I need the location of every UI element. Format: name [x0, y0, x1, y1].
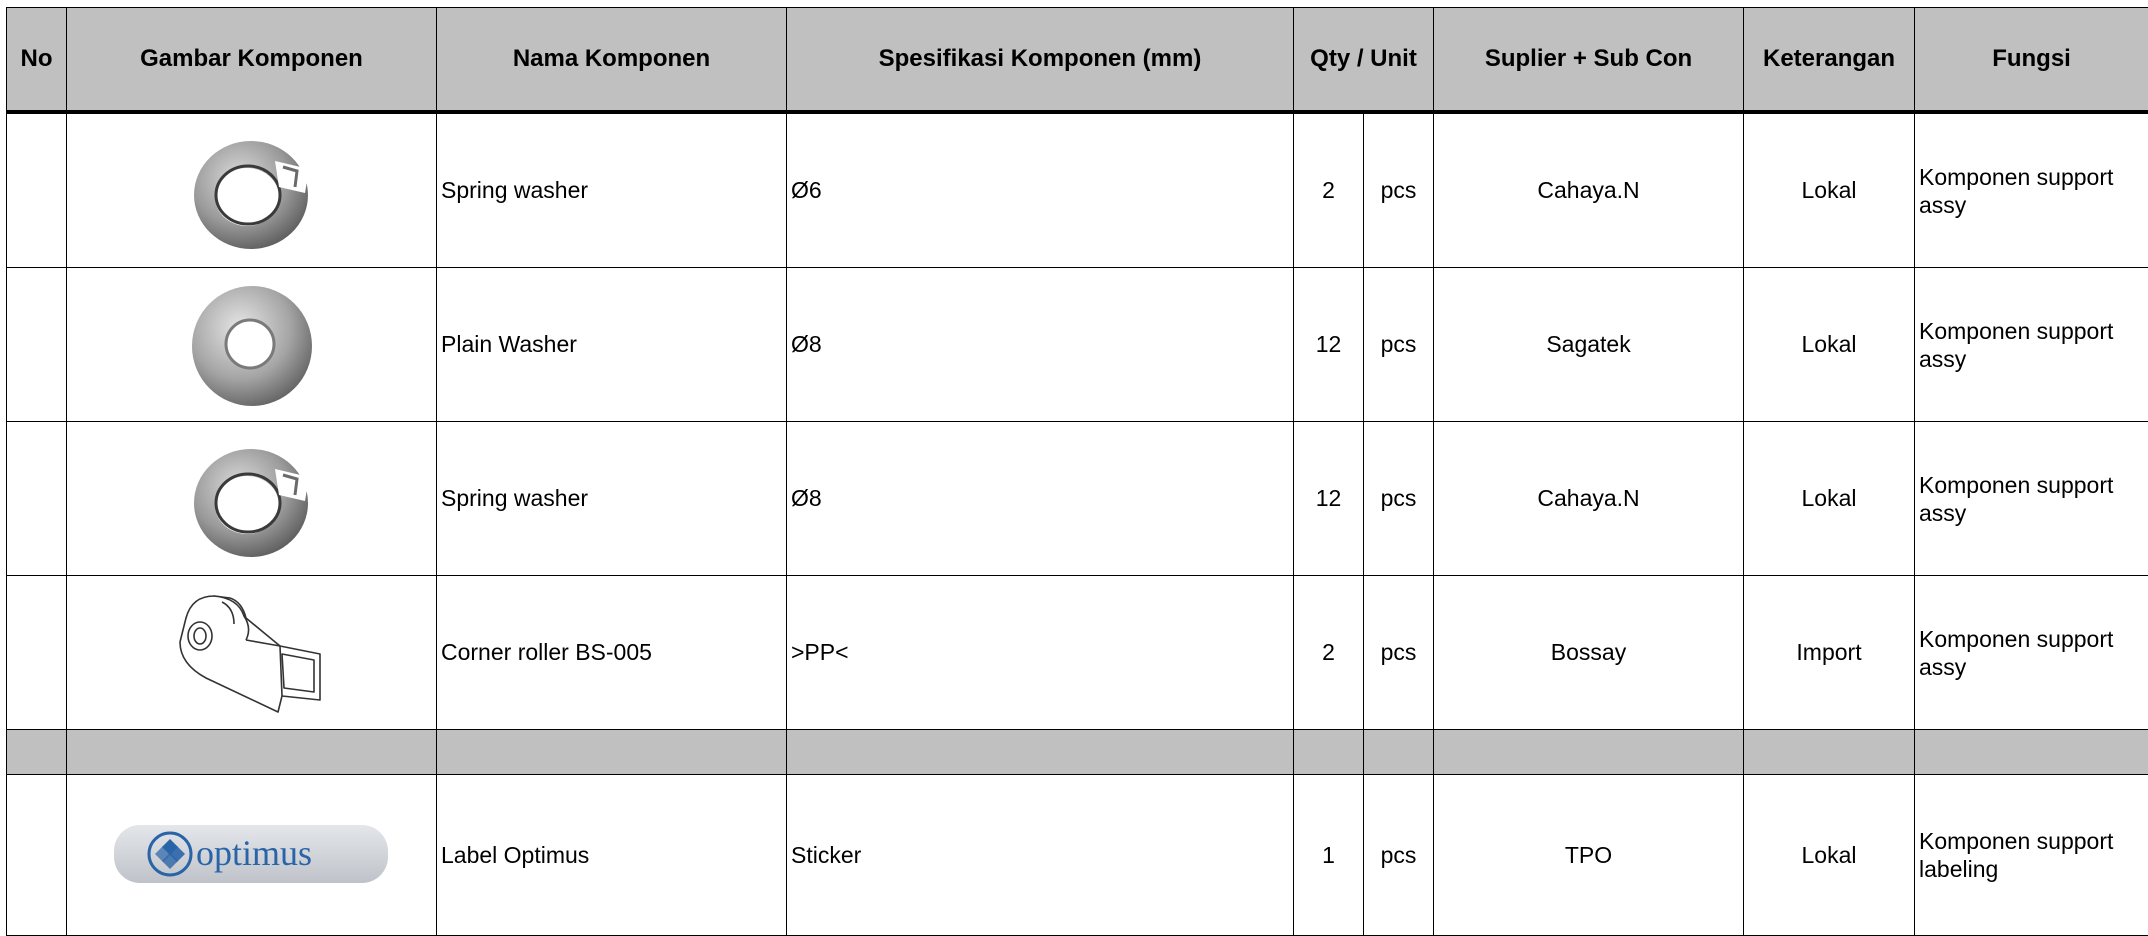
fungsi-text: Komponen support assy	[1915, 471, 2148, 527]
separator-cell	[787, 730, 1294, 775]
table-row	[7, 268, 2148, 422]
header-gambar: Gambar Komponen	[67, 8, 437, 113]
cell-spesifikasi: Ø6	[787, 112, 1294, 268]
cell-no	[7, 112, 67, 268]
cell-unit: pcs	[1364, 576, 1434, 730]
spring-washer-icon	[187, 439, 317, 559]
cell-nama: Label Optimus	[437, 775, 787, 936]
cell-suplier: Sagatek	[1434, 268, 1744, 422]
fungsi-text: Komponen support labeling	[1915, 827, 2148, 883]
cell-no	[7, 775, 67, 936]
header-nama: Nama Komponen	[437, 8, 787, 113]
cell-no	[7, 422, 67, 576]
spring-washer-icon	[187, 131, 317, 251]
separator-cell	[1744, 730, 1915, 775]
cell-nama: Plain Washer	[437, 268, 787, 422]
header-fungsi: Fungsi	[1915, 8, 2148, 113]
separator-cell	[67, 730, 437, 775]
separator-cell	[7, 730, 67, 775]
cell-fungsi	[1915, 576, 2148, 730]
cell-spesifikasi: Ø8	[787, 268, 1294, 422]
cell-qty: 12	[1294, 422, 1364, 576]
logo-text: optimus	[196, 833, 312, 873]
cell-image	[67, 775, 437, 936]
cell-keterangan: Import	[1744, 576, 1915, 730]
cell-unit: pcs	[1364, 112, 1434, 268]
cell-qty: 2	[1294, 112, 1364, 268]
table-row	[7, 775, 2148, 936]
table-row	[7, 422, 2148, 576]
cell-keterangan: Lokal	[1744, 112, 1915, 268]
cell-keterangan: Lokal	[1744, 268, 1915, 422]
cell-qty: 2	[1294, 576, 1364, 730]
table-row	[7, 576, 2148, 730]
cell-image	[67, 268, 437, 422]
separator-cell	[1294, 730, 1364, 775]
separator-cell	[1915, 730, 2148, 775]
cell-nama: Spring washer	[437, 422, 787, 576]
cell-suplier: Bossay	[1434, 576, 1744, 730]
corner-roller-icon	[172, 588, 332, 718]
cell-spesifikasi: >PP<	[787, 576, 1294, 730]
header-suplier: Suplier + Sub Con	[1434, 8, 1744, 113]
cell-qty: 12	[1294, 268, 1364, 422]
cell-fungsi	[1915, 112, 2148, 268]
header-qty-unit: Qty / Unit	[1294, 8, 1434, 113]
fungsi-text: Komponen support assy	[1915, 163, 2148, 219]
cell-qty: 1	[1294, 775, 1364, 936]
separator-row	[7, 730, 2148, 775]
cell-fungsi	[1915, 775, 2148, 936]
cell-nama: Corner roller BS-005	[437, 576, 787, 730]
cell-suplier: Cahaya.N	[1434, 422, 1744, 576]
cell-spesifikasi: Ø8	[787, 422, 1294, 576]
cell-nama: Spring washer	[437, 112, 787, 268]
table-row	[7, 112, 2148, 268]
cell-spesifikasi: Sticker	[787, 775, 1294, 936]
component-table	[6, 7, 2148, 936]
cell-keterangan: Lokal	[1744, 775, 1915, 936]
cell-no	[7, 576, 67, 730]
separator-cell	[437, 730, 787, 775]
cell-keterangan: Lokal	[1744, 422, 1915, 576]
cell-image	[67, 112, 437, 268]
header-keterangan: Keterangan	[1744, 8, 1915, 113]
cell-unit: pcs	[1364, 268, 1434, 422]
fungsi-text: Komponen support assy	[1915, 317, 2148, 373]
fungsi-text: Komponen support assy	[1915, 625, 2148, 681]
cell-image	[67, 422, 437, 576]
cell-fungsi	[1915, 268, 2148, 422]
optimus-logo-label	[112, 823, 392, 887]
cell-no	[7, 268, 67, 422]
cell-fungsi	[1915, 422, 2148, 576]
cell-image	[67, 576, 437, 730]
cell-unit: pcs	[1364, 775, 1434, 936]
cell-unit: pcs	[1364, 422, 1434, 576]
header-no: No	[7, 8, 67, 113]
cell-suplier: TPO	[1434, 775, 1744, 936]
header-row	[7, 8, 2148, 113]
header-spesifikasi: Spesifikasi Komponen (mm)	[787, 8, 1294, 113]
cell-suplier: Cahaya.N	[1434, 112, 1744, 268]
plain-washer-icon	[187, 280, 317, 410]
separator-cell	[1364, 730, 1434, 775]
separator-cell	[1434, 730, 1744, 775]
